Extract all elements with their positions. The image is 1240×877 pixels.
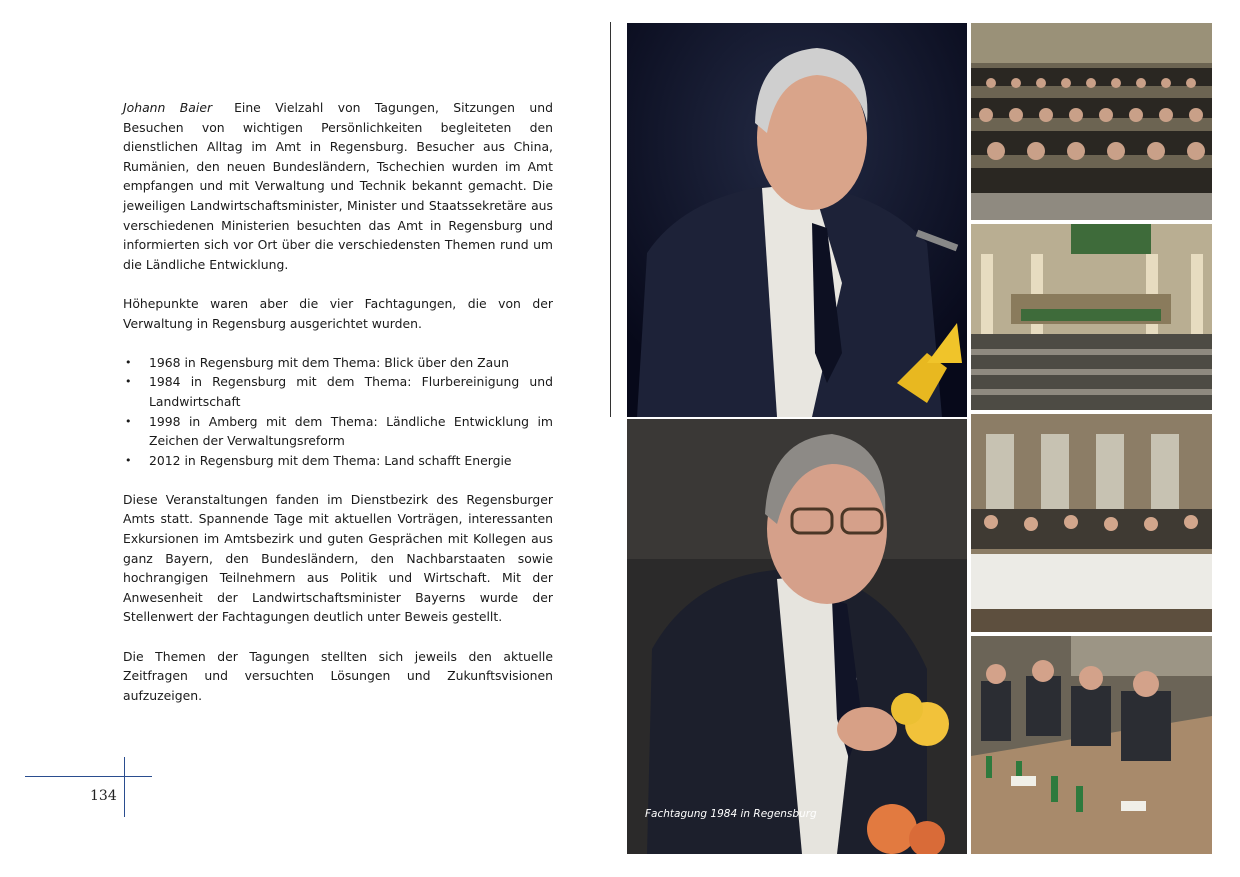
list-item: • 1984 in Regensburg mit dem Thema: Flurbereinigung und Landwirtschaft	[123, 372, 553, 411]
photo-caption: Fachtagung 1984 in Regensburg	[645, 808, 817, 820]
photo-panel-members	[971, 636, 1212, 854]
paragraph-4: Die Themen der Tagungen stellten sich jeweils den aktuelle Zeitfragen und versuchten Lösungen und Zukunftsvisionen aufzuzeigen.	[123, 648, 553, 703]
photo-speaker-glasses	[627, 419, 967, 854]
photo-podium-table	[971, 414, 1212, 632]
page-number: 134	[90, 788, 117, 804]
list-item: • 1998 in Amberg mit dem Thema: Ländliche Entwicklung im Zeichen der Verwaltungsreform	[123, 412, 553, 451]
paragraph-2: Höhepunkte waren aber die vier Fachtagungen, die von der Verwaltung in Regensburg ausgerichtet wurden.	[123, 295, 553, 331]
crop-mark-horizontal	[25, 776, 152, 777]
list-item: • 2012 in Regensburg mit dem Thema: Land schafft Energie	[123, 451, 553, 471]
list-item: • 1968 in Regensburg mit dem Thema: Blick über den Zaun	[123, 353, 553, 373]
paragraph-3: Diese Veranstaltungen fanden im Dienstbezirk des Regensburger Amts statt. Spannende Tage mit aktuellen Vorträgen, interessanten Exkursionen im Amtsbezirk und guten Gesprächen mit Kollegen aus ganz Bayern, den Bundesländern, den Nachbarstaaten sowie hochrangigen Teilnehmern aus Politik und Wirtschaft. Mit der Anwesenheit der Landwirtschaftsminister Bayerns wurde der Stellenwert der Fachtagungen deutlich unter Beweis gestellt.	[123, 491, 553, 625]
author-name: Johann Baier	[123, 100, 213, 115]
column-divider	[610, 22, 611, 417]
conference-list	[123, 353, 553, 471]
photo-audience	[971, 23, 1212, 220]
photo-speaker-microphone	[627, 23, 967, 417]
paragraph-1: Eine Vielzahl von Tagungen, Sitzungen und Besuchen von wichtigen Persönlichkeiten begleiteten den dienstlichen Alltag im Amt in Regensburg. Besucher aus China, Rumänien, den neuen Bundesländern, Tschechien wurden im Amt empfangen und mit Verwaltung und Technik bekannt gemacht. Die jeweiligen Landwirtschaftsminister, Minister und Staatssekretäre aus verschiedenen Ministerien besuchten das Amt in Regensburg und informierten sich vor Ort über die verschiedensten Themen rund um die Ländliche Entwicklung.	[123, 100, 553, 272]
intro-paragraph	[123, 98, 553, 274]
photo-conference-hall	[971, 224, 1212, 410]
crop-mark-vertical	[124, 757, 125, 817]
text-column	[123, 98, 553, 725]
